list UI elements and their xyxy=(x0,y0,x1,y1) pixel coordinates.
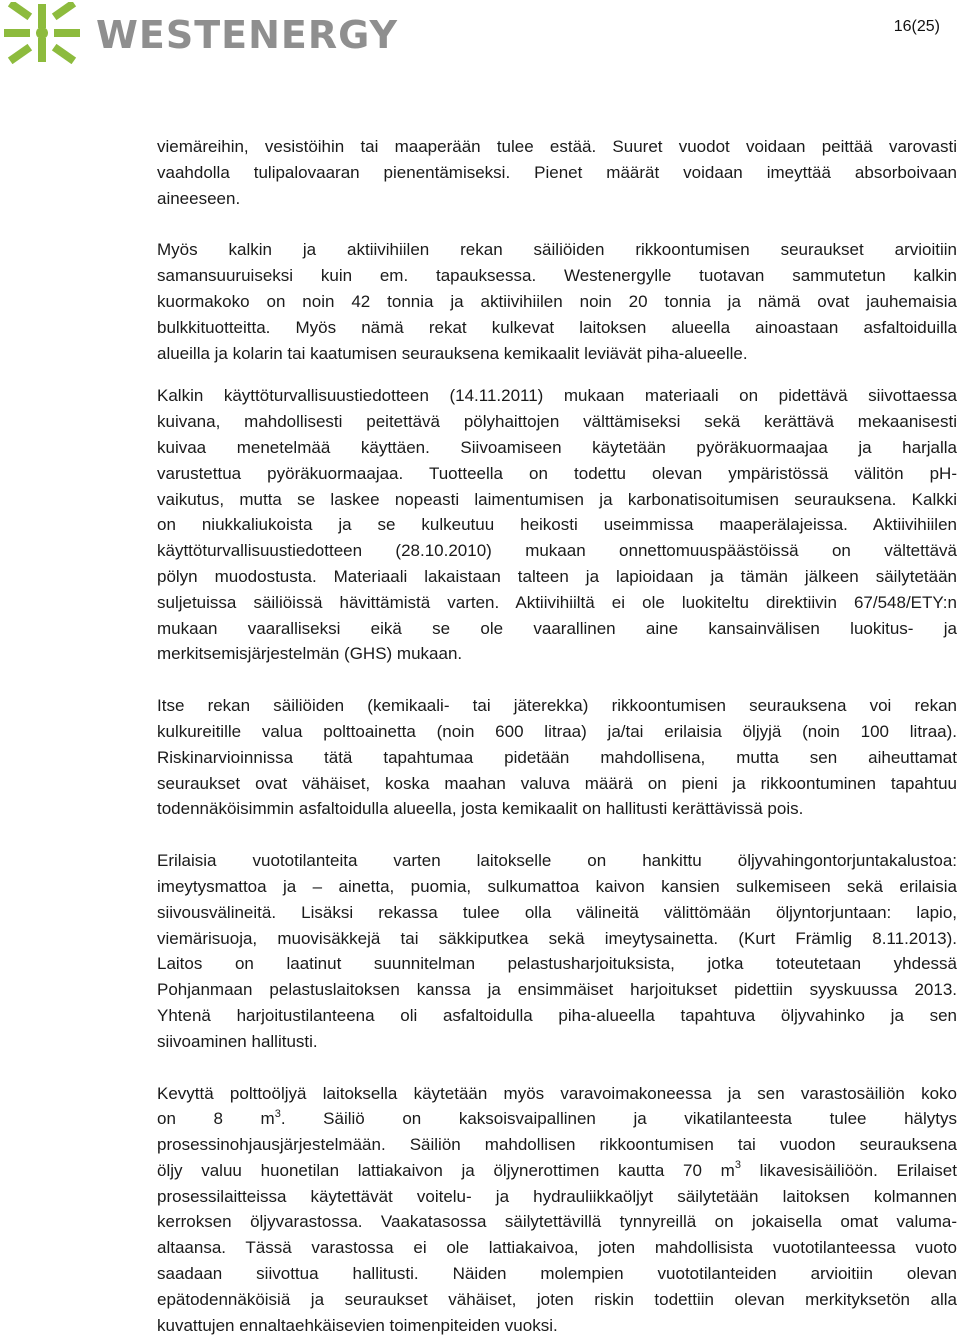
text-line: Kevyttä polttoöljyä laitoksella käytetään myös varavoimakoneessa ja sen varastosäiliön koko xyxy=(157,1083,957,1103)
superscript: 3 xyxy=(274,1107,281,1120)
text-line: viemärisuoja, muovisäkkejä tai säkkiputkea sekä imeytysainetta. (Kurt Främlig 8.11.2013). xyxy=(157,928,957,948)
text-line: suljetuissa säiliöissä hävittämistä varten. Aktiivihiiltä ei ole luokiteltu direktiivin 67/548/ETY:n xyxy=(157,592,957,612)
text-segment: . Säiliö on kaksoisvaipallinen ja vikatilanteesta tulee hälytys xyxy=(280,1109,957,1129)
text-line: Myös kalkin ja aktiivihiilen rekan säiliöiden rikkoontumisen seuraukset arvioitiin xyxy=(157,240,957,260)
paragraph-safety-datasheets xyxy=(157,383,957,667)
paragraph-light-fuel-oil xyxy=(157,1081,957,1339)
text-line: merkitsemisjärjestelmän (GHS) mukaan. xyxy=(157,644,463,664)
text-line: käyttöturvallisuustiedotteen (28.10.2010) mukaan onnettomuuspäästöissä on vältettävä xyxy=(157,541,957,561)
paragraph-spill-handling xyxy=(157,134,957,211)
text-line: Kalkin käyttöturvallisuustiedotteen (14.11.2011) mukaan materiaali on pidettävä siivottaessa xyxy=(157,386,957,406)
paragraph-lime-carbon-tanks xyxy=(157,237,957,366)
text-line: Itse rekan säiliöiden (kemikaali- tai jäterekka) rikkoontumisen seurauksena voi rekan xyxy=(157,696,957,716)
text-line: siivoaminen hallitusti. xyxy=(157,1031,318,1051)
text-line: vaahdolla tulipalovaaran pienentämiseksi. Pienet määrät voidaan imeyttää absorboivaan xyxy=(157,162,957,182)
westenergy-logo-icon xyxy=(2,2,90,64)
page-number: 16(25) xyxy=(893,18,940,35)
text-line: epätodennäköisiä ja seuraukset vähäiset, joten riskin todettiin olevan merkityksetön alla xyxy=(157,1289,957,1309)
text-line: seuraukset ovat vähäiset, koska maahan valuva määrä on pieni ja rikkoontuminen tapahtuu xyxy=(157,773,957,793)
brand-wordmark: WESTENERGY xyxy=(96,13,399,57)
text-line: viemäreihin, vesistöihin tai maaperään tulee estää. Suuret vuodot voidaan peittää varovasti xyxy=(157,137,957,156)
paragraph-oil-spill-equipment xyxy=(157,848,957,1054)
body-text xyxy=(157,134,957,1338)
text-line: vaikutus, mutta se laskee nopeasti laimentumisen ja karbonatisoitumisen seurauksena. Kalkki xyxy=(157,489,957,509)
text-line: kerroksen öljyvarastossa. Vaakatasossa säilytettävillä tynnyreillä on jokaisella omat valuma- xyxy=(157,1212,957,1232)
text-line: altaansa. Tässä varastossa ei ole lattiakaivoa, joten mahdollisista vuototilanteessa vuoto xyxy=(157,1238,957,1258)
page-header xyxy=(0,0,960,70)
text-line: todennäköisimmin asfaltoidulla alueella, josta kemikaalit on hallitusti kerättävissä pois. xyxy=(157,799,804,819)
text-line: on niukkaliukoista ja se kulkeutuu heikosti useimmissa maaperälajeissa. Aktiivihiilen xyxy=(157,515,957,535)
text-segment: on 8 m xyxy=(157,1109,275,1129)
superscript: 3 xyxy=(734,1159,741,1172)
text-line: saadaan siivottua hallitusti. Näiden molempien vuototilanteiden arvioitiin olevan xyxy=(157,1264,957,1284)
text-line: kuivana, mahdollisesti peitettävä pölyhaittojen välttämiseksi sekä kerättävä mekaanisesti xyxy=(157,412,957,432)
text-line: kulkureitille valua polttoainetta (noin 600 litraa) ja/tai erilaisia öljyjä (noin 100 litraa). xyxy=(157,721,957,741)
text-line: kuvattujen ennaltaehkäisevien toimenpiteiden vuoksi. xyxy=(157,1315,558,1335)
text-line: Erilaisia vuototilanteita varten laitokselle on hankittu öljyvahingontorjuntakalustoa: xyxy=(157,851,957,871)
text-line: prosessinohjausjärjestelmään. Säiliön mahdollisen rikkoontumisen tai vuodon seurauksena xyxy=(157,1135,957,1155)
text-line: imeytysmattoa ja – ainetta, puomia, sulkumattoa kaivon kansien sulkemiseen sekä erilaisia xyxy=(157,876,957,896)
text-line: mukaan vaaralliseksi eikä se ole vaarallinen aine kansainvälisen luokitus- ja xyxy=(157,618,957,638)
text-line: siivousvälineitä. Lisäksi rekassa tulee olla välineitä välittömään öljyntorjuntaan: lapio, xyxy=(157,902,957,922)
text-segment: likavesisäiliöön. Erilaiset xyxy=(740,1160,957,1180)
text-line: kuivaa menetelmää käyttäen. Siivoamiseen käytetään pyöräkuormaajaa ja harjalla xyxy=(157,437,957,457)
text-line: Yhtenä harjoitustilanteena oli asfaltoidulla piha-alueella tapahtuva öljyvahinko ja sen xyxy=(157,1005,957,1025)
text-line: bulkkituotteitta. Myös nämä rekat kulkevat laitoksen alueella ainoastaan asfaltoiduilla xyxy=(157,317,957,337)
text-line: alueilla ja kolarin tai kaatumisen seurauksena kemikaalit leviävät piha-alueelle. xyxy=(157,343,748,363)
text-line: varustettua pyöräkuormaajaa. Tuotteella on todettu olevan ympäristössä välitön pH- xyxy=(157,463,957,483)
paragraph-truck-tank-rupture xyxy=(157,693,957,822)
text-line: Laitos on laatinut suunnitelman pelastusharjoituksista, jotka toteutetaan yhdessä xyxy=(157,954,957,974)
text-line: pölyn muodostusta. Materiaali lakaistaan talteen ja lapioidaan ja tämän jälkeen säilytetään xyxy=(157,566,957,586)
text-line: Pohjanmaan pelastuslaitoksen kanssa ja ensimmäiset harjoitukset pidettiin syyskuussa 2013. xyxy=(157,980,957,1000)
text-line: aineeseen. xyxy=(157,188,241,208)
text-segment: öljy valuu huonetilan lattiakaivon ja öljynerottimen kautta 70 m xyxy=(157,1160,735,1180)
text-line: kuormakoko on noin 42 tonnia ja aktiivihiilen noin 20 tonnia ja nämä ovat jauhemaisia xyxy=(157,291,957,311)
text-line: samansuuruiseksi kuin em. tapauksessa. Westenergylle tuotavan sammutetun kalkin xyxy=(157,266,957,286)
text-line xyxy=(157,1158,957,1184)
text-line xyxy=(157,1106,957,1132)
text-line: prosessilaitteissa käytettävät voitelu- ja hydrauliikkaöljyt säilytetään laitoksen kolmannen xyxy=(157,1186,957,1206)
text-line: Riskinarvioinnissa tätä tapahtumaa pidetään mahdollisena, mutta sen aiheuttamat xyxy=(157,747,957,767)
